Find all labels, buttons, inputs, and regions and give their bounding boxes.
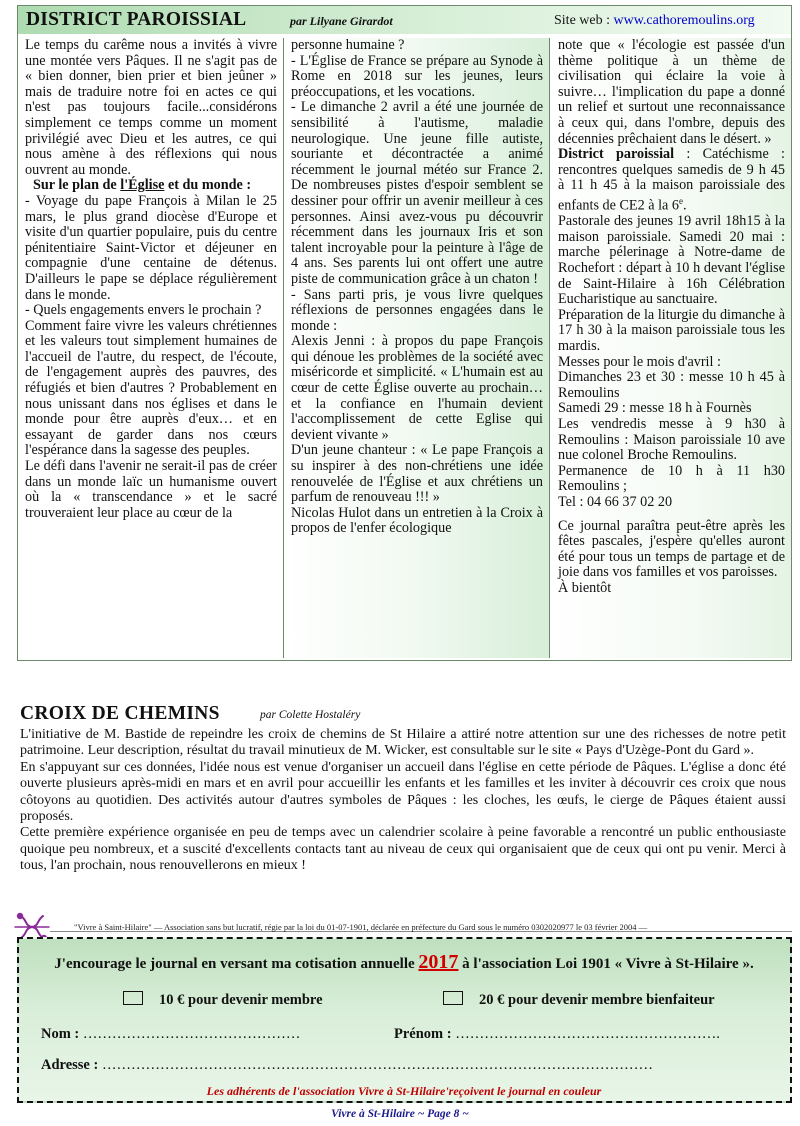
district-site <box>554 13 755 29</box>
district-column-1 <box>18 38 284 658</box>
adresse-field[interactable] <box>41 1057 653 1074</box>
form-heading-post: à l'association Loi 1901 « Vivre à St-Hilaire ». <box>458 956 754 972</box>
col1-subheading <box>25 178 277 194</box>
col2-paragraph: - Le dimanche 2 avril a été une journée de sensibilité à l'autisme, maladie neurologique. Une jeune fille autiste, souriante et décontractée a animé récemment le journal météo sur France 2. De nombreuses pistes d'espoir semblent se dessiner pour offrir un avenir meilleur à ces personnes. Ainsi avez-vous pu découvrir récemment dans les journaux Iris et son talent incroyable pour la peinture à l'âge de 4 ans. Ses parents lui ont offert une autre piste de communication grâce à un chaton ! <box>291 99 543 287</box>
catechisme-sup: e <box>678 195 683 206</box>
subheading-pre: Sur le plan de <box>33 177 121 194</box>
col1-paragraph: Comment faire vivre les valeurs chrétiennes et les valeurs tout simplement humaines de l'accueil de l'autre, du respect, de l'écoute, de l'engagement auprès des pauvres, des réfugiés et bien d'autres ? Probablement en nous unissant dans nos églises et dans le monde pour être auprès d'eux… et en essayant de garder dans nos cœurs l'espérance dans la sagesse des peuples. <box>25 317 277 459</box>
croix-paragraph: L'initiative de M. Bastide de repeindre les croix de chemins de St Hilaire a attiré notre attention sur une des richesses de notre petit patrimoine. Leur description, résultat du travail minutieux de M. Wicker, est consultable sur le site « Pays d'Uzège-Pont du Gard ». <box>20 727 786 759</box>
col2-paragraph: - Sans parti pris, je vous livre quelques réflexions de personnes engagées dans le monde : <box>291 286 543 334</box>
district-section <box>17 5 792 661</box>
col2-paragraph: Alexis Jenni : à propos du pape François qui dénoue les problèmes de la société avec miséricorde et simplicité. « L'humain est au cœur de cette Église ouverte au prochain… et la confiance en l'humain devient l'accomplissement de cette Eglise qui devient vivante » <box>291 333 543 443</box>
croix-paragraph: Cette première expérience organisée en peu de temps avec un calendrier scolaire à peine favorable a rencontré un public enthousiaste quoique peu nombreux, et a suscité d'excellents contacts tant au niveau de ceux qui organisaient que de ceux qui ont pu venir. Merci à tous, l'an prochain, nous renouvellerons en mieux ! <box>20 825 786 874</box>
croix-body <box>20 727 786 875</box>
adresse-dots: …………………………………………………………………………………………………… <box>101 1057 653 1073</box>
col3-paragraph: Messes pour le mois d'avril : <box>558 353 721 370</box>
membership-form <box>17 937 792 1103</box>
option-member <box>123 991 323 1009</box>
option-member-label: 10 € pour devenir membre <box>159 992 323 1008</box>
croix-author: par Colette Hostaléry <box>260 709 361 721</box>
association-note: "Vivre à Saint-Hilaire" — Association sans but lucratif, régie par la loi du 01-07-1901, déclarée en préfecture du Gard sous le numéro 0302020977 le 03 février 2004 — <box>74 922 648 932</box>
col1-paragraph: Le temps du carême nous a invités à vivre une montée vers Pâques. Il ne s'agit pas de « bien donner, bien prier et bien jeûner » mais de traduire notre foi en actes ce qui n'est pas toujours facile...considérons simplement ce temps comme un moment privilégié avec Dieu et les autres, ce qui nous amène à des réflexions qui nous ouvrent au monde. <box>25 38 277 178</box>
col1-paragraph: - Voyage du pape François à Milan le 25 mars, le plus grand diocèse d'Europe et visite d'un quartier populaire, puis du centre pénitentiaire Saint-Victor et déjeuner en compagnie d'une centaine de détenus. D'ailleurs le pape se déplace régulièrement dans le monde. <box>25 192 277 303</box>
site-link[interactable]: www.cathoremoulins.org <box>613 13 755 28</box>
benefactor-checkbox[interactable] <box>443 991 463 1005</box>
col3-paragraph: Pastorale des jeunes 19 avril 18h15 à la maison paroissiale. Samedi 20 mai : marche pélerinage à Notre-dame de Rochefort : départ à 10 h devant l'église de Saint-Hilaire à 16h Célébration Eucharistique au sanctuaire. <box>558 213 785 308</box>
form-year: 2017 <box>418 951 459 973</box>
prenom-field[interactable] <box>394 1026 720 1043</box>
col2-paragraph: personne humaine ? <box>291 38 405 53</box>
prenom-dots: ………………………………………………. <box>455 1026 720 1042</box>
nom-label: Nom : <box>41 1026 83 1042</box>
prenom-label: Prénom : <box>394 1026 456 1042</box>
subheading-eglise: l'Église <box>120 177 165 194</box>
col3-catechisme <box>558 147 785 214</box>
form-note: Les adhérents de l'association Vivre à St-Hilaire'reçoivent le journal en couleur <box>206 1084 602 1098</box>
adresse-label: Adresse : <box>41 1057 102 1073</box>
form-heading <box>19 951 789 974</box>
page-footer: Vivre à St-Hilaire ~ Page 8 ~ <box>331 1108 469 1120</box>
form-heading-pre: J'encourage le journal en versant ma cotisation annuelle <box>54 956 419 972</box>
col3-paragraph: Tel : 04 66 37 02 20 <box>558 493 673 510</box>
col2-paragraph: - L'Église de France se prépare au Synode à Rome en 2018 sur les jeunes, leurs préoccupations, et les vocations. <box>291 52 543 100</box>
district-paroissial-label: District paroissial <box>558 146 675 163</box>
site-label: Site web : <box>554 13 614 28</box>
col2-paragraph: Nicolas Hulot dans un entretien à la Croix à propos de l'enfer écologique <box>291 504 543 537</box>
nom-dots: ……………………………………… <box>82 1026 301 1042</box>
district-author: par Lilyane Girardot <box>290 14 393 28</box>
col1-paragraph: - Quels engagements envers le prochain ? <box>25 302 262 319</box>
subheading-post: et du monde : <box>164 177 252 194</box>
catechisme-end: . <box>682 197 687 214</box>
croix-title: CROIX DE CHEMINS <box>20 703 220 724</box>
district-header <box>18 6 791 34</box>
district-title: DISTRICT PAROISSIAL <box>26 9 247 30</box>
col3-paragraph: Les vendredis messe à 9 h30 à Remoulins : Maison paroissiale 10 ave nue colonel Broche Remoulins. <box>558 415 785 464</box>
col3-paragraph: note que « l'écologie est passée d'un thème politique à un thème de civilisation qui éclaire la voie à suivre… l'implication du pape a donné un relief et surtout une reconnaissance à ceux qui, dans l'ombre, depuis des décennies prêchaient dans le désert. » <box>558 38 785 147</box>
col2-paragraph: D'un jeune chanteur : « Le pape François a su inspirer à des non-chrétiens une idée renouvelée de l'Église et aux chrétiens un parfum de renouveau !!! » <box>291 442 543 506</box>
col3-paragraph: Dimanches 23 et 30 : messe 10 h 45 à Remoulins <box>558 369 785 401</box>
district-column-3 <box>550 38 791 658</box>
croix-paragraph: En s'appuyant sur ces données, l'idée nous est venue d'organiser un accueil dans l'église en cette période de Pâques. L'église a donc été ouverte plusieurs après-midi en mars et en avril pour accueillir les enfants et les familles et les inviter à découvrir ces croix que nous côtoyons au quotidien. Des activités autour d'autres symboles de Pâques : les cloches, les œufs, le cierge de Pâques étaient aussi proposés. <box>20 759 786 825</box>
col3-paragraph: Samedi 29 : messe 18 h à Fournès <box>558 400 752 417</box>
col3-paragraph: Ce journal paraîtra peut-être après les fêtes pascales, j'espère qu'elles auront été pour tous un temps de partage et de joie dans vos familles et vos paroisses. <box>558 517 785 581</box>
district-column-2 <box>284 38 550 658</box>
col3-paragraph: Préparation de la liturgie du dimanche à 17 h 30 à la maison paroissiale tous les mardis. <box>558 306 785 355</box>
col3-paragraph: Permanence de 10 h à 11 h30 Remoulins ; <box>558 462 785 495</box>
option-benefactor-label: 20 € pour devenir membre bienfaiteur <box>479 992 715 1008</box>
col1-paragraph: Le défi dans l'avenir ne serait-il pas de créer dans un monde laïc un humanisme ouvert où la « transcendance » et le sacré trouveraient leur place au cœur de la <box>25 458 277 521</box>
option-benefactor <box>443 991 715 1009</box>
col3-paragraph: À bientôt <box>558 579 612 596</box>
catechisme-text: : Catéchisme : rencontres quelques samedis de 9 h 45 à 11 h 45 à la maison paroissiale des enfants de CE2 à la 6 <box>558 146 785 214</box>
nom-field[interactable] <box>41 1026 300 1043</box>
member-checkbox[interactable] <box>123 991 143 1005</box>
